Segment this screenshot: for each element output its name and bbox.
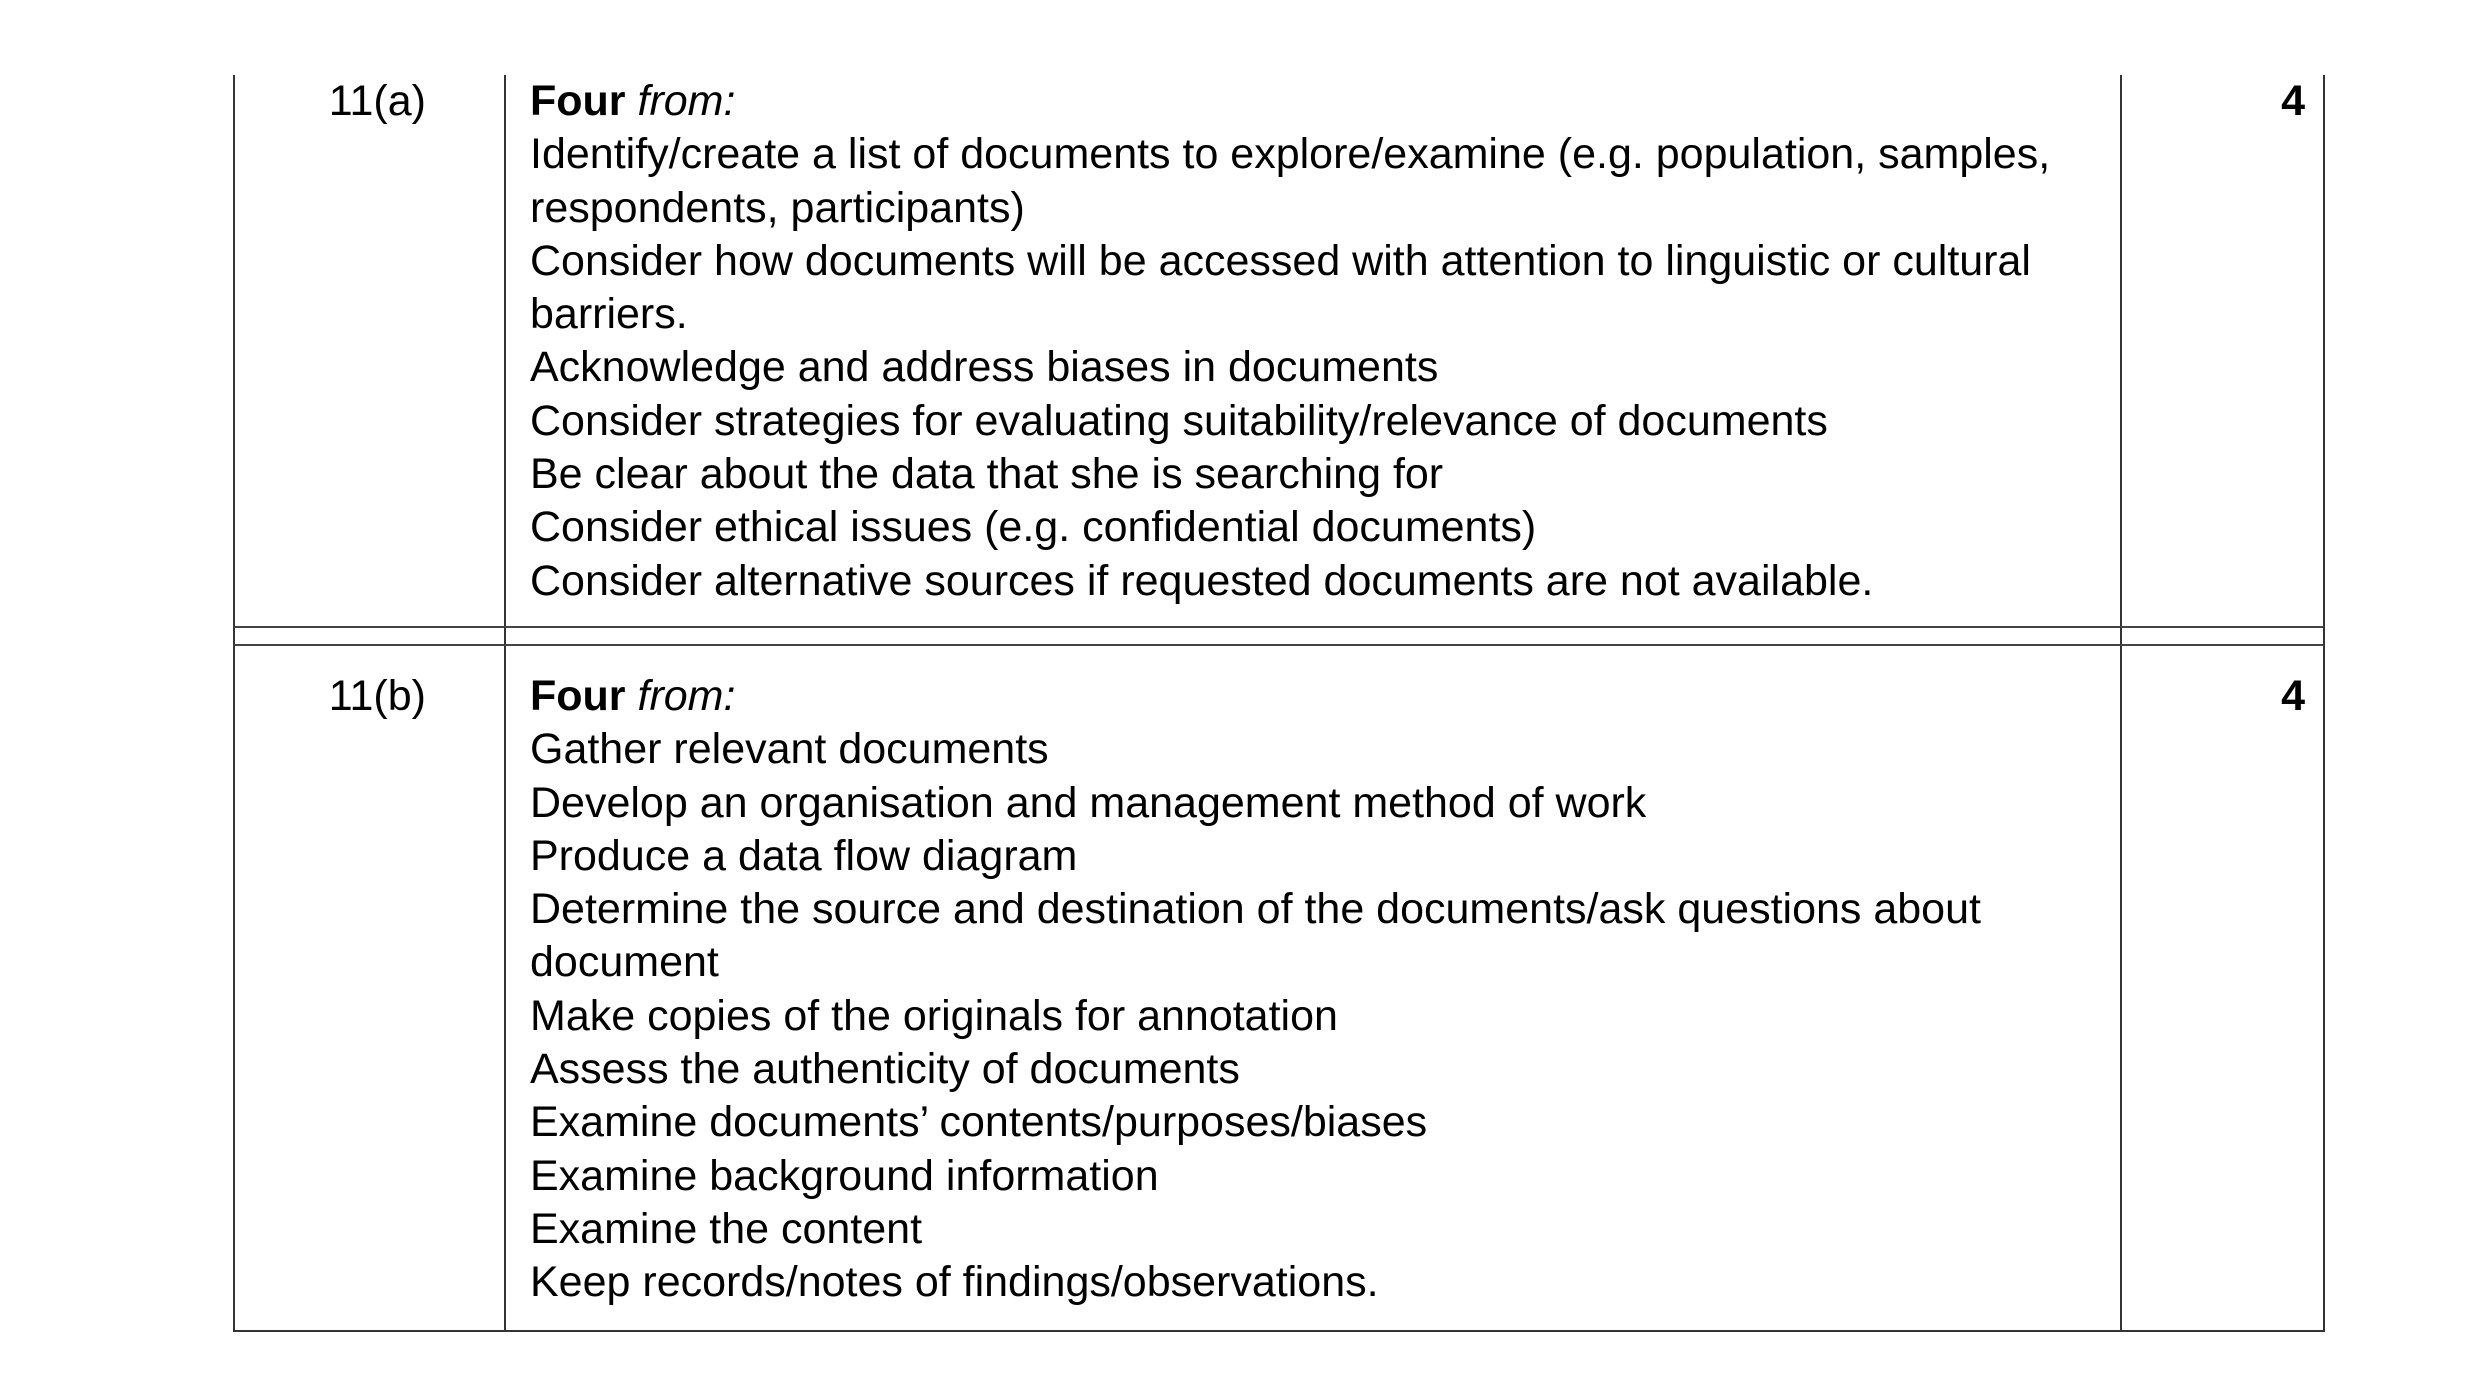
answer-line: Examine the content bbox=[530, 1204, 923, 1253]
answer-line: Examine documents’ contents/purposes/biases bbox=[530, 1098, 1428, 1147]
answer-line: Examine background information bbox=[530, 1151, 1159, 1200]
answer-line: Consider alternative sources if requested documents are not available. bbox=[530, 556, 1874, 605]
answer-line: Gather relevant documents bbox=[530, 725, 1049, 774]
heading-from: from: bbox=[637, 77, 736, 125]
answer-line: Be clear about the data that she is searching for bbox=[530, 450, 1444, 499]
separator-cell bbox=[235, 628, 504, 644]
answer-line: Consider strategies for evaluating suitability/relevance of documents bbox=[530, 396, 1828, 445]
answer-heading bbox=[530, 75, 2108, 128]
marks-value: 4 bbox=[2120, 646, 2327, 1330]
answer-cell bbox=[504, 75, 2120, 626]
answer-line: Make copies of the originals for annotation bbox=[530, 991, 1338, 1040]
heading-count: Four bbox=[530, 77, 626, 125]
answer-line: Determine the source and destination of the documents/ask questions about document bbox=[530, 885, 1981, 987]
answer-line: Assess the authenticity of documents bbox=[530, 1045, 1240, 1094]
answer-line: Keep records/notes of findings/observations. bbox=[530, 1258, 1379, 1307]
answer-line: Consider how documents will be accessed with attention to linguistic or cultural barriers. bbox=[530, 236, 2031, 339]
separator-cell bbox=[2120, 628, 2327, 644]
answer-heading bbox=[530, 670, 2108, 723]
question-number: 11(b) bbox=[328, 671, 426, 720]
heading-from: from: bbox=[637, 671, 736, 720]
answer-line: Acknowledge and address biases in documents bbox=[530, 343, 1439, 392]
answer-line: Develop an organisation and management method of work bbox=[530, 778, 1647, 827]
question-number: 11(a) bbox=[328, 77, 426, 125]
table-row-11a bbox=[233, 75, 2325, 626]
heading-count: Four bbox=[530, 671, 626, 720]
answer-line: Identify/create a list of documents to explore/examine (e.g. population, samples, respondents, participants) bbox=[530, 130, 2051, 232]
answer-line: Consider ethical issues (e.g. confidential documents) bbox=[530, 503, 1537, 552]
table-row-11b bbox=[233, 646, 2325, 1332]
marks-value: 4 bbox=[2120, 75, 2327, 626]
mark-scheme-table bbox=[233, 75, 2325, 1332]
answer-line: Produce a data flow diagram bbox=[530, 831, 1078, 880]
separator-cell bbox=[504, 628, 2120, 644]
row-separator bbox=[233, 626, 2325, 646]
answer-cell bbox=[504, 646, 2120, 1330]
